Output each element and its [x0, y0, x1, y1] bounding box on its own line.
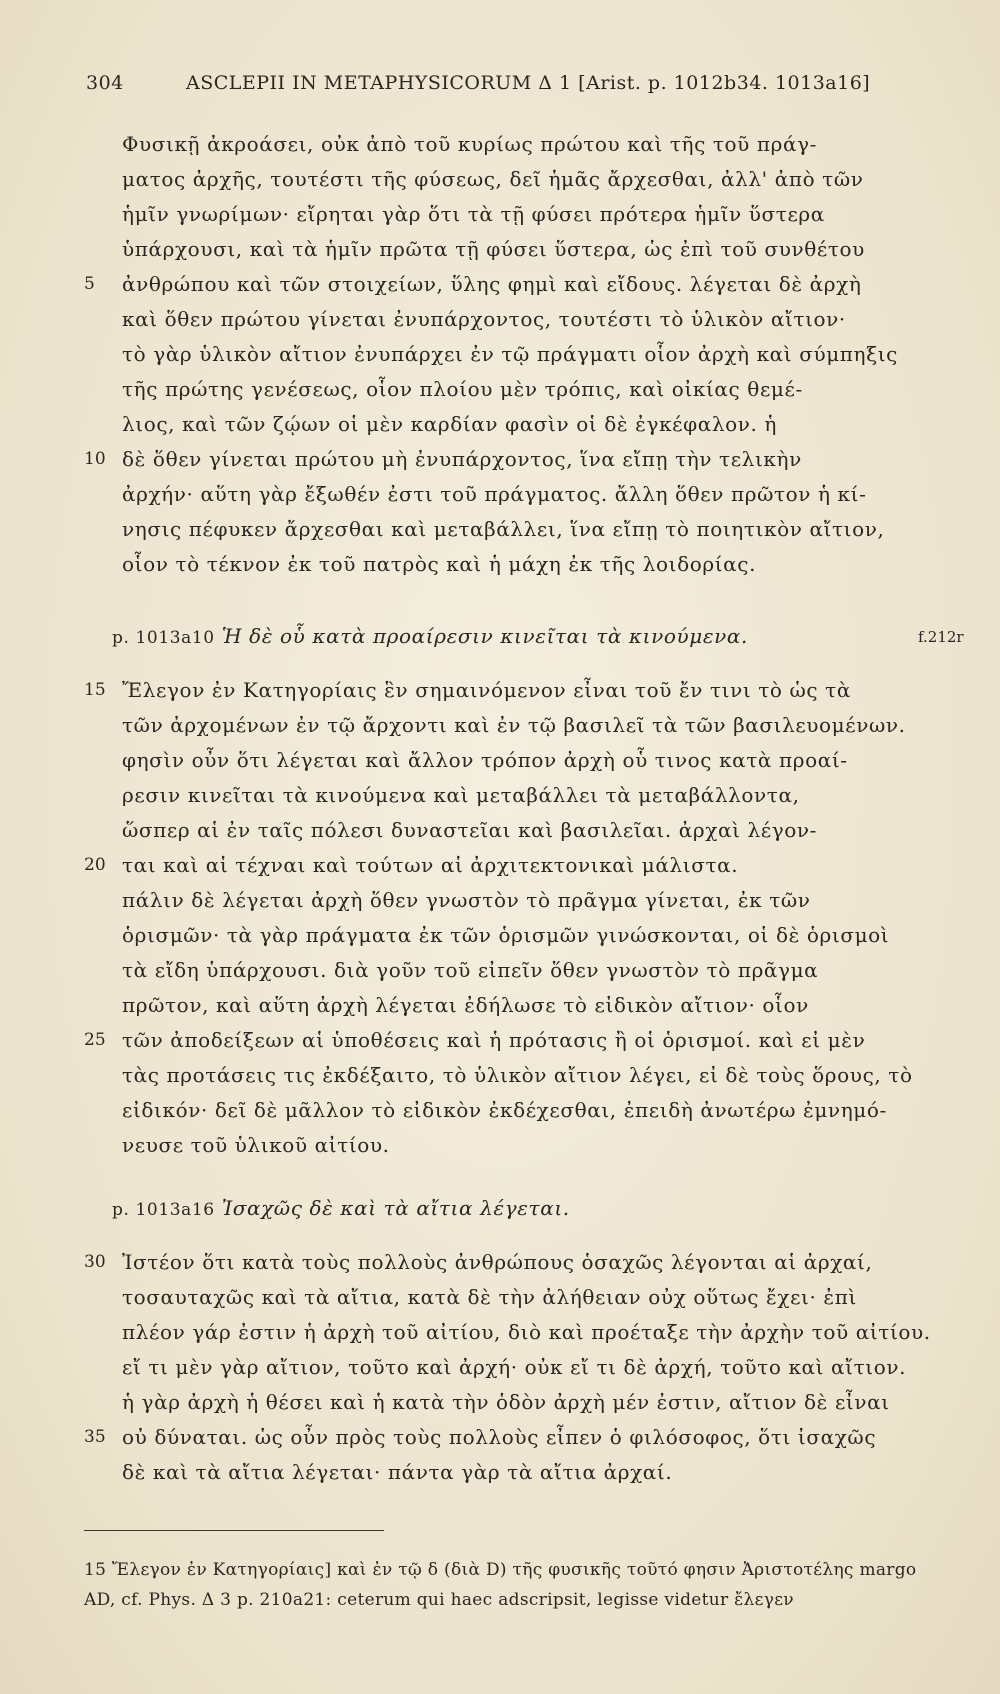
text-line: Ἔλεγον ἐν Κατηγορίαις ἓν σημαινόμενον εἶναι τοῦ ἔν τινι τὸ ὡς τὰ: [122, 678, 851, 702]
text-line: ἀνθρώπου καὶ τῶν στοιχείων, ὕλης φημὶ καὶ εἴδους. λέγεται δὲ ἀρχὴ: [122, 272, 862, 296]
text-line: ματος ἀρχῆς, τουτέστι τῆς φύσεως, δεῖ ἡμᾶς ἄρχεσθαι, ἀλλ' ἀπὸ τῶν: [122, 167, 864, 191]
text-line: τῶν ἀποδείξεων αἱ ὑποθέσεις καὶ ἡ πρότασις ἢ οἱ ὁρισμοί. καὶ εἰ μὲν: [122, 1028, 866, 1052]
text-line: δὲ καὶ τὰ αἴτια λέγεται· πάντα γὰρ τὰ αἴτια ἀρχαί.: [122, 1460, 673, 1484]
line-number: 25: [84, 1030, 106, 1050]
text-line: καὶ ὅθεν πρώτου γίνεται ἐνυπάρχοντος, τουτέστι τὸ ὑλικὸν αἴτιον·: [122, 307, 846, 331]
footnote-rule: [84, 1530, 384, 1531]
line-number: 30: [84, 1252, 106, 1272]
text-line: πάλιν δὲ λέγεται ἀρχὴ ὅθεν γνωστὸν τὸ πρᾶγμα γίνεται, ἐκ τῶν: [122, 888, 811, 912]
text-line: εἰδικόν· δεῖ δὲ μᾶλλον τὸ εἰδικὸν ἐκδέχεσθαι, ἐπειδὴ ἀνωτέρω ἐμνημό-: [122, 1098, 887, 1122]
text-line: λιος, καὶ τῶν ζῴων οἱ μὲν καρδίαν φασὶν οἱ δὲ ἐγκέφαλον. ἡ: [122, 412, 778, 436]
text-line: ται καὶ αἱ τέχναι καὶ τούτων αἱ ἀρχιτεκτονικαὶ μάλιστα.: [122, 853, 739, 877]
text-line: νησις πέφυκεν ἄρχεσθαι καὶ μεταβάλλει, ἵνα εἴπῃ τὸ ποιητικὸν αἴτιον,: [122, 517, 885, 541]
text-line: Φυσικῇ ἀκροάσει, οὐκ ἀπὸ τοῦ κυρίως πρώτου καὶ τῆς τοῦ πράγ-: [122, 132, 818, 156]
footnote-line: AD, cf. Phys. Δ 3 p. 210a21: ceterum qui haec adscripsit, legisse videtur ἔλεγεν: [84, 1590, 794, 1610]
text-line: πλέον γάρ ἐστιν ἡ ἀρχὴ τοῦ αἰτίου, διὸ καὶ προέταξε τὴν ἀρχὴν τοῦ αἰτίου.: [122, 1320, 931, 1344]
text-line: τὰ εἴδη ὑπάρχουσι. διὰ γοῦν τοῦ εἰπεῖν ὅθεν γνωστὸν τὸ πρᾶγμα: [122, 958, 819, 982]
lemma-heading: [112, 1196, 570, 1220]
text-line: δὲ ὅθεν γίνεται πρώτου μὴ ἐνυπάρχοντος, ἵνα εἴπῃ τὴν τελικὴν: [122, 447, 802, 471]
text-line: Ἰστέον ὅτι κατὰ τοὺς πολλοὺς ἀνθρώπους ὁσαχῶς λέγονται αἱ ἀρχαί,: [122, 1250, 873, 1274]
text-line: ἀρχήν· αὕτη γὰρ ἔξωθέν ἐστι τοῦ πράγματος. ἄλλη ὅθεν πρῶτον ἡ κί-: [122, 482, 867, 506]
text-line: οἷον τὸ τέκνον ἐκ τοῦ πατρὸς καὶ ἡ μάχη ἐκ τῆς λοιδορίας.: [122, 552, 757, 576]
text-line: οὐ δύναται. ὡς οὖν πρὸς τοὺς πολλοὺς εἶπεν ὁ φιλόσοφος, ὅτι ἰσαχῶς: [122, 1425, 877, 1449]
text-line: τοσαυταχῶς καὶ τὰ αἴτια, κατὰ δὲ τὴν ἀλήθειαν οὐχ οὕτως ἔχει· ἐπὶ: [122, 1285, 857, 1309]
text-line: ἡμῖν γνωρίμων· εἴρηται γὰρ ὅτι τὰ τῇ φύσει πρότερα ἡμῖν ὕστερα: [122, 202, 825, 226]
lemma-reference: p. 1013a16: [112, 1200, 215, 1220]
text-line: νευσε τοῦ ὑλικοῦ αἰτίου.: [122, 1133, 390, 1157]
lemma-text: Ἡ δὲ οὗ κατὰ προαίρεσιν κινεῖται τὰ κινούμενα.: [221, 624, 748, 648]
line-number: 35: [84, 1427, 106, 1447]
text-line: ρεσιν κινεῖται τὰ κινούμενα καὶ μεταβάλλει τὰ μεταβάλλοντα,: [122, 783, 800, 807]
running-header: [86, 72, 886, 94]
line-number: 15: [84, 680, 106, 700]
lemma-reference: p. 1013a10: [112, 628, 215, 648]
text-line: πρῶτον, καὶ αὕτη ἀρχὴ λέγεται ἐδήλωσε τὸ εἰδικὸν αἴτιον· οἷον: [122, 993, 809, 1017]
text-line: ὥσπερ αἱ ἐν ταῖς πόλεσι δυναστεῖαι καὶ βασιλεῖαι. ἀρχαὶ λέγον-: [122, 818, 818, 842]
text-line: εἴ τι μὲν γὰρ αἴτιον, τοῦτο καὶ ἀρχή· οὐκ εἴ τι δὲ ἀρχή, τοῦτο καὶ αἴτιον.: [122, 1355, 907, 1379]
running-title: ASCLEPII IN METAPHYSICORUM Δ 1 [Arist. p. 1012b34. 1013a16]: [186, 72, 871, 94]
footnote-line: 15 Ἔλεγον ἐν Κατηγορίαις] καὶ ἐν τῷ δ (διὰ D) τῆς φυσικῆς τοῦτό φησιν Ἀριστοτέλης margo: [84, 1560, 917, 1580]
line-number: 10: [84, 449, 106, 469]
page-number: 304: [86, 72, 124, 94]
text-line: φησὶν οὖν ὅτι λέγεται καὶ ἄλλον τρόπον ἀρχὴ οὗ τινος κατὰ προαί-: [122, 748, 848, 772]
text-line: ἡ γὰρ ἀρχὴ ἡ θέσει καὶ ἡ κατὰ τὴν ὁδὸν ἀρχὴ μέν ἐστιν, αἴτιον δὲ εἶναι: [122, 1390, 890, 1414]
lemma-heading: [112, 624, 748, 648]
lemma-text: Ἰσαχῶς δὲ καὶ τὰ αἴτια λέγεται.: [221, 1196, 570, 1220]
text-line: τὰς προτάσεις τις ἐκδέξαιτο, τὸ ὑλικὸν αἴτιον λέγει, εἰ δὲ τοὺς ὅρους, τὸ: [122, 1063, 913, 1087]
text-line: ὑπάρχουσι, καὶ τὰ ἡμῖν πρῶτα τῇ φύσει ὕστερα, ὡς ἐπὶ τοῦ συνθέτου: [122, 237, 865, 261]
folio-marker: f.212r: [918, 628, 964, 646]
text-line: τὸ γὰρ ὑλικὸν αἴτιον ἐνυπάρχει ἐν τῷ πράγματι οἷον ἀρχὴ καὶ σύμπηξις: [122, 342, 898, 366]
text-line: ὁρισμῶν· τὰ γὰρ πράγματα ἐκ τῶν ὁρισμῶν γινώσκονται, οἱ δὲ ὁρισμοὶ: [122, 923, 890, 947]
line-number: 20: [84, 855, 106, 875]
text-line: τῆς πρώτης γενέσεως, οἷον πλοίου μὲν τρόπις, καὶ οἰκίας θεμέ-: [122, 377, 803, 401]
line-number: 5: [84, 274, 95, 294]
text-line: τῶν ἀρχομένων ἐν τῷ ἄρχοντι καὶ ἐν τῷ βασιλεῖ τὰ τῶν βασιλευομένων.: [122, 713, 906, 737]
